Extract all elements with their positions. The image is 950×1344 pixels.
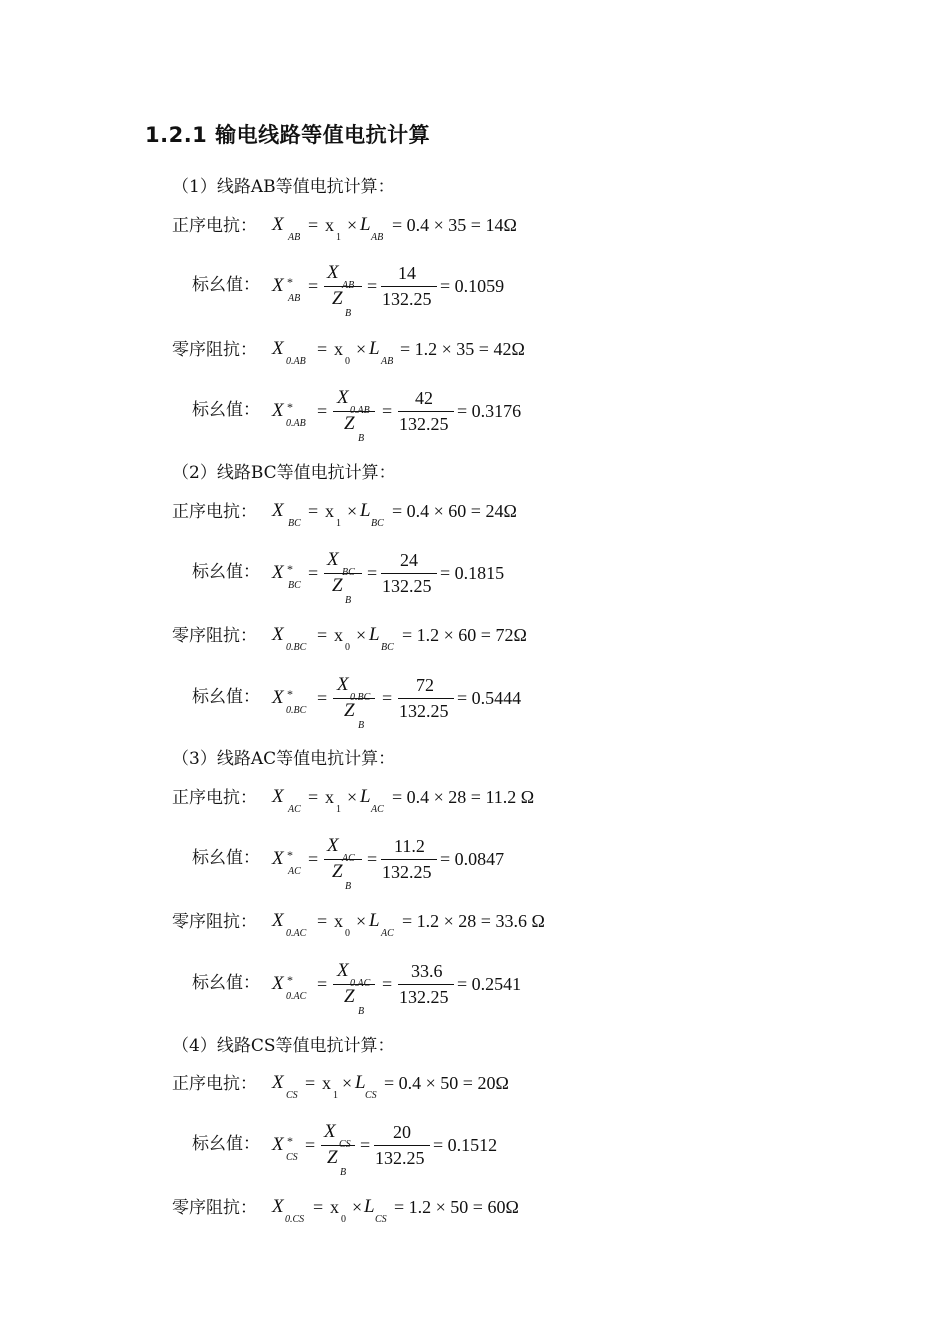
times: × [356, 911, 367, 931]
formula-zero-ac [172, 902, 612, 942]
label-pu: 标幺值： [192, 1134, 260, 1154]
section-heading: 1.2.1 输电线路等值电抗计算 [145, 123, 431, 147]
subscript: AB [288, 293, 301, 304]
subscript: 0.AB [286, 356, 306, 367]
fraction-num-x: X [337, 960, 349, 981]
fraction-bar [381, 859, 437, 860]
fraction-num-x: X [327, 262, 339, 283]
subscript: AC [371, 804, 384, 815]
fraction-bar [324, 573, 362, 574]
equals: = [367, 276, 378, 296]
label-zero: 零序阻抗： [172, 626, 257, 646]
result: = 0.2541 [457, 974, 522, 994]
equals: = [317, 911, 328, 931]
result: = 0.1815 [440, 563, 505, 583]
fraction-bar [398, 411, 454, 412]
symbol-x: X [272, 562, 284, 583]
equals: = [317, 401, 328, 421]
label-pu: 标幺值： [192, 687, 260, 707]
subscript-zero: 0 [345, 356, 350, 367]
fraction-num: 42 [415, 388, 433, 408]
equals: = [382, 974, 393, 994]
symbol-lower-x: x [330, 1197, 339, 1217]
fraction-bar [398, 984, 454, 985]
star-mark: * [287, 1134, 293, 1148]
equals: = [308, 787, 319, 807]
subscript-b: B [345, 595, 352, 606]
symbol-lower-x: x [334, 339, 343, 359]
subscript: 0.BC [286, 705, 307, 716]
subscript: AC [288, 804, 301, 815]
label-zero: 零序阻抗： [172, 340, 257, 360]
equals: = [382, 401, 393, 421]
subscript: AC [288, 866, 301, 877]
equals: = [308, 215, 319, 235]
fraction-num-x: X [327, 549, 339, 570]
fraction-den: 132.25 [382, 289, 432, 309]
symbol-x: X [272, 624, 284, 645]
subscript-one: 1 [336, 804, 341, 815]
label-pu: 标幺值： [192, 275, 260, 295]
subsection-title-bc: （2）线路BC等值电抗计算： [172, 463, 396, 483]
label-pu: 标幺值： [192, 562, 260, 582]
subscript: 0.AC [286, 928, 307, 939]
fraction-num: 14 [398, 263, 416, 283]
fraction-den: 132.25 [382, 862, 432, 882]
fraction-bar [381, 573, 437, 574]
equals: = [308, 276, 319, 296]
times: × [347, 787, 358, 807]
fraction-den-z: Z [344, 413, 355, 434]
fraction-den: 132.25 [399, 701, 449, 721]
fraction-den: 132.25 [399, 987, 449, 1007]
formula-positive-ac [172, 778, 612, 818]
symbol-l: L [369, 910, 380, 931]
symbol-l: L [360, 786, 371, 807]
fraction-num-x: X [337, 387, 349, 408]
formula-pu-positive-ab [172, 262, 592, 322]
symbol-x: X [272, 1134, 284, 1155]
equals: = [313, 1197, 324, 1217]
symbol-x: X [272, 275, 284, 296]
subscript: CS [286, 1090, 298, 1101]
fraction-den-z: Z [332, 861, 343, 882]
fraction-bar [333, 411, 375, 412]
symbol-x: X [272, 910, 284, 931]
label-positive: 正序电抗： [172, 1074, 257, 1094]
formula-zero-ab [172, 330, 592, 370]
times: × [356, 625, 367, 645]
equals: = [308, 563, 319, 583]
fraction-num-x: X [324, 1121, 336, 1142]
fraction-bar [381, 286, 437, 287]
symbol-lower-x: x [325, 215, 334, 235]
subscript-b: B [358, 1006, 365, 1017]
symbol-x: X [272, 400, 284, 421]
formula-zero-cs [172, 1188, 592, 1228]
fraction-den-z: Z [344, 986, 355, 1007]
subscript: BC [371, 518, 384, 529]
subscript: CS [286, 1152, 298, 1163]
symbol-x: X [272, 786, 284, 807]
subscript: 0.AB [286, 418, 306, 429]
result: = 0.3176 [457, 401, 522, 421]
equals: = [367, 563, 378, 583]
result: = 1.2 × 60 = 72Ω [402, 625, 527, 645]
equals: = [317, 688, 328, 708]
symbol-l: L [355, 1072, 366, 1093]
subscript: BC [381, 642, 394, 653]
symbol-x: X [272, 500, 284, 521]
fraction-bar [398, 698, 454, 699]
formula-pu-positive-bc [172, 549, 592, 609]
subscript: 0.AC [286, 991, 307, 1002]
symbol-l: L [360, 500, 371, 521]
result: = 1.2 × 28 = 33.6 Ω [402, 911, 545, 931]
label-pu: 标幺值： [192, 400, 260, 420]
label-pu: 标幺值： [192, 848, 260, 868]
subscript: 0.CS [285, 1214, 305, 1225]
equals: = [317, 339, 328, 359]
formula-positive-bc [172, 492, 592, 532]
star-mark: * [287, 848, 293, 862]
times: × [347, 215, 358, 235]
formula-pu-zero-bc [172, 674, 592, 734]
result: = 0.4 × 28 = 11.2 Ω [392, 787, 535, 807]
fraction-den-z: Z [332, 288, 343, 309]
fraction-bar [324, 286, 362, 287]
equals: = [308, 849, 319, 869]
fraction-den-z: Z [332, 575, 343, 596]
result: = 1.2 × 35 = 42Ω [400, 339, 525, 359]
fraction-den: 132.25 [375, 1148, 425, 1168]
fraction-bar [324, 859, 362, 860]
subscript-b: B [345, 308, 352, 319]
subscript: AB [371, 232, 384, 243]
result: = 0.0847 [440, 849, 505, 869]
symbol-l: L [369, 624, 380, 645]
equals: = [360, 1135, 371, 1155]
subscript: 0.BC [286, 642, 307, 653]
symbol-l: L [360, 214, 371, 235]
formula-positive-ab [172, 206, 592, 246]
symbol-x: X [272, 1072, 284, 1093]
result: = 0.5444 [457, 688, 522, 708]
label-pu: 标幺值： [192, 973, 260, 993]
star-mark: * [287, 400, 293, 414]
times: × [356, 339, 367, 359]
result: = 0.4 × 50 = 20Ω [384, 1073, 509, 1093]
subscript: CS [365, 1090, 377, 1101]
subscript: BC [288, 518, 301, 529]
symbol-x: X [272, 848, 284, 869]
times: × [347, 501, 358, 521]
fraction-num: 72 [416, 675, 434, 695]
fraction-bar [374, 1145, 430, 1146]
fraction-num: 33.6 [411, 961, 443, 981]
subscript-zero: 0 [345, 642, 350, 653]
times: × [352, 1197, 363, 1217]
equals: = [305, 1135, 316, 1155]
equals: = [367, 849, 378, 869]
symbol-lower-x: x [334, 625, 343, 645]
subscript: AB [288, 232, 301, 243]
fraction-num: 20 [393, 1122, 411, 1142]
symbol-lower-x: x [325, 787, 334, 807]
subscript-b: B [345, 881, 352, 892]
symbol-x: X [272, 687, 284, 708]
result: = 1.2 × 50 = 60Ω [394, 1197, 519, 1217]
formula-pu-positive-ac [172, 835, 592, 895]
result: = 0.1059 [440, 276, 505, 296]
label-positive: 正序电抗： [172, 502, 257, 522]
subscript-zero: 0 [341, 1214, 346, 1225]
symbol-x: X [272, 214, 284, 235]
subscript-b: B [358, 433, 365, 444]
symbol-x: X [272, 973, 284, 994]
equals: = [317, 974, 328, 994]
fraction-bar [333, 698, 375, 699]
result: = 0.4 × 60 = 24Ω [392, 501, 517, 521]
fraction-den-z: Z [344, 700, 355, 721]
symbol-lower-x: x [322, 1073, 331, 1093]
formula-pu-zero-ac [172, 960, 592, 1020]
star-mark: * [287, 687, 293, 701]
symbol-l: L [369, 338, 380, 359]
symbol-lower-x: x [334, 911, 343, 931]
subscript: AB [381, 356, 394, 367]
subscript-zero: 0 [345, 928, 350, 939]
formula-positive-cs [172, 1064, 592, 1104]
fraction-bar [333, 984, 375, 985]
equals: = [382, 688, 393, 708]
subscript-one: 1 [336, 232, 341, 243]
label-positive: 正序电抗： [172, 788, 257, 808]
result: = 0.4 × 35 = 14Ω [392, 215, 517, 235]
subscript-one: 1 [333, 1090, 338, 1101]
fraction-num-x: X [337, 674, 349, 695]
fraction-den: 132.25 [399, 414, 449, 434]
fraction-num: 11.2 [394, 836, 425, 856]
subscript-b: B [358, 720, 365, 731]
formula-pu-zero-ab [172, 387, 592, 447]
result: = 0.1512 [433, 1135, 498, 1155]
star-mark: * [287, 562, 293, 576]
fraction-den-z: Z [327, 1147, 338, 1168]
subsection-title-cs: （4）线路CS等值电抗计算： [172, 1036, 395, 1056]
subscript: BC [288, 580, 301, 591]
fraction-bar [321, 1145, 355, 1146]
equals: = [305, 1073, 316, 1093]
fraction-den: 132.25 [382, 576, 432, 596]
label-positive: 正序电抗： [172, 216, 257, 236]
subscript: CS [375, 1214, 387, 1225]
times: × [342, 1073, 353, 1093]
formula-zero-bc [172, 616, 592, 656]
subsection-title-ac: （3）线路AC等值电抗计算： [172, 749, 396, 769]
symbol-x: X [272, 338, 284, 359]
subscript-one: 1 [336, 518, 341, 529]
fraction-num-x: X [327, 835, 339, 856]
symbol-x: X [272, 1196, 284, 1217]
fraction-num: 24 [400, 550, 418, 570]
formula-pu-positive-cs [172, 1121, 592, 1181]
equals: = [317, 625, 328, 645]
label-zero: 零序阻抗： [172, 912, 257, 932]
star-mark: * [287, 973, 293, 987]
star-mark: * [287, 275, 293, 289]
subsection-title-ab: （1）线路AB等值电抗计算： [172, 177, 395, 197]
symbol-lower-x: x [325, 501, 334, 521]
label-zero: 零序阻抗： [172, 1198, 257, 1218]
subscript-b: B [340, 1167, 347, 1178]
symbol-l: L [364, 1196, 375, 1217]
subscript: AC [381, 928, 394, 939]
equals: = [308, 501, 319, 521]
